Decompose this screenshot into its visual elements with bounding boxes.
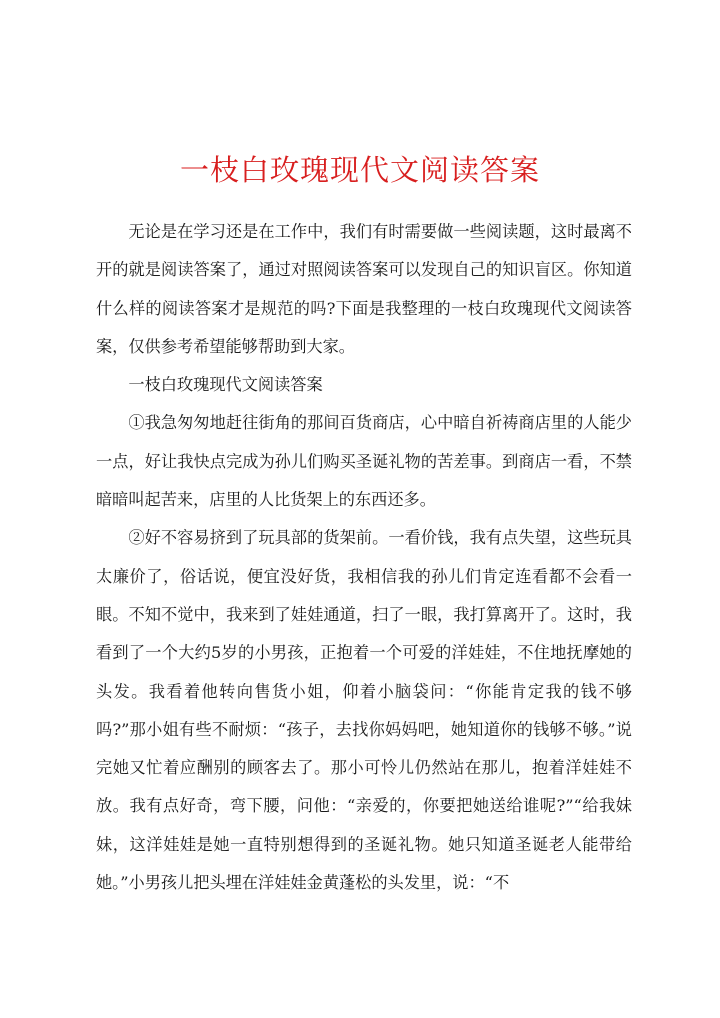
story-paragraph-2: ②好不容易挤到了玩具部的货架前。一看价钱，我有点失望，这些玩具太廉价了，俗话说，便宜没好货，我相信我的孙儿们肯定连看都不会看一眼。不知不觉中，我来到了娃娃通道，扫了一眼，我打算离开了。这时，我看到了一个大约5岁的小男孩，正抱着一个可爱的洋娃娃，不住地抚摩她的头发。我看着他转向售货小姐，仰着小脑袋问：“你能肯定我的钱不够吗?”那小姐有些不耐烦：“孩子，去找你妈妈吧，她知道你的钱够不够。”说完她又忙着应酬别的顾客去了。那小可怜儿仍然站在那儿，抱着洋娃娃不放。我有点好奇，弯下腰，问他：“亲爱的，你要把她送给谁呢?”“给我妹妹，这洋娃娃是她一直特别想得到的圣诞礼物。她只知道圣诞老人能带给她。”小男孩儿把头埋在洋娃娃金黄蓬松的头发里，说：“不 bbox=[96, 528, 632, 893]
section-heading: 一枝白玫瑰现代文阅读答案 bbox=[128, 375, 323, 395]
document-title: 一枝白玫瑰现代文阅读答案 bbox=[179, 153, 540, 187]
story-paragraph-1: ①我急匆匆地赶往街角的那间百货商店，心中暗自祈祷商店里的人能少一点，好让我快点完成为孙儿们购买圣诞礼物的苦差事。到商店一看，不禁暗暗叫起苦来，店里的人比货架上的东西还多。 bbox=[96, 413, 632, 510]
document-body bbox=[96, 213, 632, 902]
intro-paragraph: 无论是在学习还是在工作中，我们有时需要做一些阅读题，这时最离不开的就是阅读答案了，通过对照阅读答案可以发现自己的知识盲区。你知道什么样的阅读答案才是规范的吗?下面是我整理的一枝白玫瑰现代文阅读答案，仅供参考希望能够帮助到大家。 bbox=[96, 222, 632, 356]
